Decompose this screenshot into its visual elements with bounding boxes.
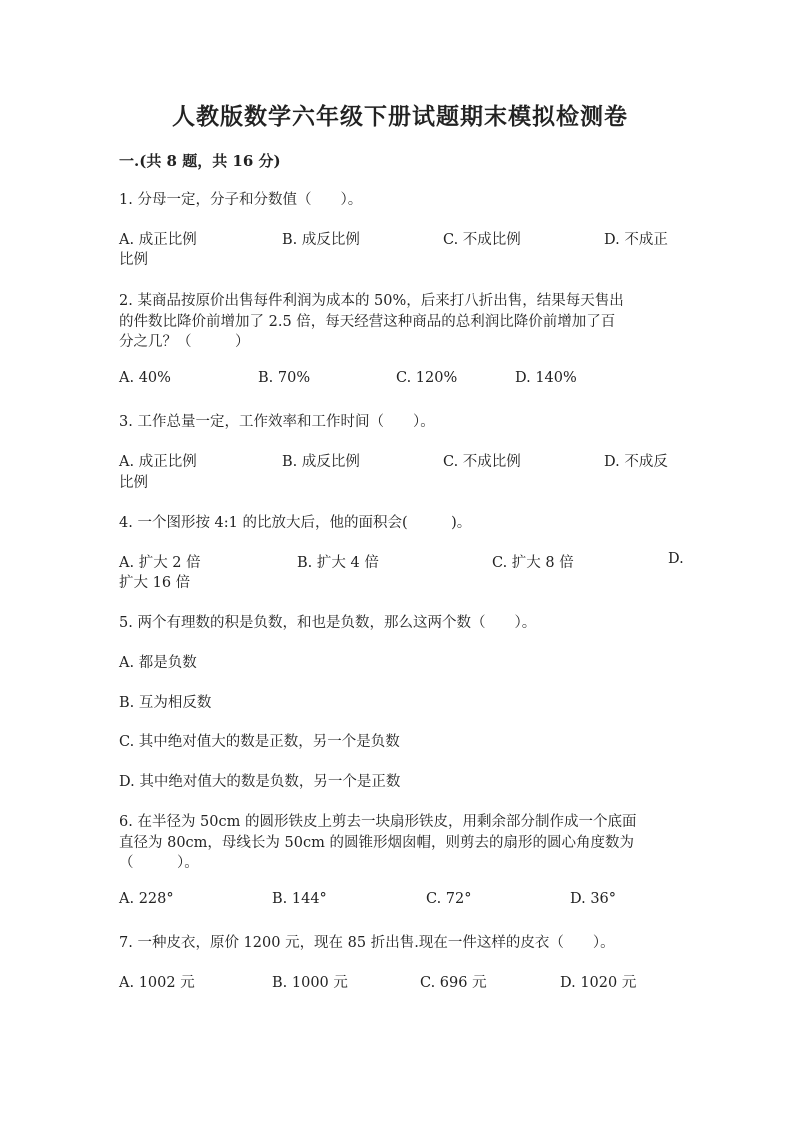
question-3-stem: 3. 工作总量一定，工作效率和工作时间（ ）。: [119, 414, 435, 430]
question-3-option-b[interactable]: B. 成反比例: [282, 454, 360, 470]
question-2-option-c[interactable]: C. 120%: [396, 370, 458, 386]
question-3-option-c[interactable]: C. 不成比例: [443, 454, 521, 470]
question-3-option-d-wrap: 比例: [119, 475, 148, 491]
question-7-stem: 7. 一种皮衣，原价 1200 元，现在 85 折出售.现在一件这样的皮衣（ ）。: [119, 935, 615, 951]
question-7-option-b[interactable]: B. 1000 元: [272, 975, 348, 991]
question-4-option-a[interactable]: A. 扩大 2 倍: [119, 555, 201, 571]
question-2-option-b[interactable]: B. 70%: [258, 370, 311, 386]
page-title: 人教版数学六年级下册试题期末模拟检测卷: [172, 103, 628, 130]
question-2-option-d[interactable]: D. 140%: [515, 370, 577, 386]
question-2-option-a[interactable]: A. 40%: [119, 370, 171, 386]
question-7-option-d[interactable]: D. 1020 元: [560, 975, 637, 991]
question-5-option-a[interactable]: A. 都是负数: [119, 655, 197, 671]
question-7-option-c[interactable]: C. 696 元: [420, 975, 487, 991]
question-5-option-d[interactable]: D. 其中绝对值大的数是负数，另一个是正数: [119, 774, 401, 790]
question-6-option-b[interactable]: B. 144°: [272, 891, 327, 907]
question-3-option-d[interactable]: D. 不成反: [604, 454, 668, 470]
question-1-option-d-wrap: 比例: [119, 252, 148, 268]
question-6-stem-line-1: 6. 在半径为 50cm 的圆形铁皮上剪去一块扇形铁皮，用剩余部分制作成一个底面: [119, 814, 637, 830]
question-5-option-c[interactable]: C. 其中绝对值大的数是正数，另一个是负数: [119, 734, 400, 750]
question-6-option-c[interactable]: C. 72°: [426, 891, 472, 907]
question-5-option-b[interactable]: B. 互为相反数: [119, 695, 212, 711]
question-6-option-a[interactable]: A. 228°: [119, 891, 174, 907]
question-1-stem: 1. 分母一定，分子和分数值（ ）。: [119, 192, 363, 208]
question-2-stem-line-3: 分之几？（ ）: [119, 334, 250, 350]
question-7-option-a[interactable]: A. 1002 元: [119, 975, 195, 991]
question-4-option-d[interactable]: D.: [668, 551, 684, 567]
question-1-option-d[interactable]: D. 不成正: [604, 232, 668, 248]
question-1-option-a[interactable]: A. 成正比例: [119, 232, 197, 248]
question-6-stem-line-3: （ ）。: [119, 855, 199, 871]
question-1-option-b[interactable]: B. 成反比例: [282, 232, 360, 248]
question-5-stem: 5. 两个有理数的积是负数，和也是负数，那么这两个数（ ）。: [119, 615, 537, 631]
section-heading: 一.(共 8 题，共 16 分): [119, 152, 281, 170]
question-6-stem-line-2: 直径为 80cm，母线长为 50cm 的圆锥形烟囱帽，则剪去的扇形的圆心角度数为: [119, 835, 634, 851]
question-1-option-c[interactable]: C. 不成比例: [443, 232, 521, 248]
question-4-option-d-wrap: 扩大 16 倍: [119, 575, 191, 591]
question-4-option-c[interactable]: C. 扩大 8 倍: [492, 555, 574, 571]
question-6-option-d[interactable]: D. 36°: [570, 891, 617, 907]
question-3-option-a[interactable]: A. 成正比例: [119, 454, 197, 470]
question-2-stem-line-1: 2. 某商品按原价出售每件利润为成本的 50%，后来打八折出售，结果每天售出: [119, 293, 624, 309]
question-4-option-b[interactable]: B. 扩大 4 倍: [297, 555, 379, 571]
question-4-stem: 4. 一个图形按 4:1 的比放大后，他的面积会( )。: [119, 515, 472, 531]
question-2-stem-line-2: 的件数比降价前增加了 2.5 倍，每天经营这种商品的总利润比降价前增加了百: [119, 314, 616, 330]
